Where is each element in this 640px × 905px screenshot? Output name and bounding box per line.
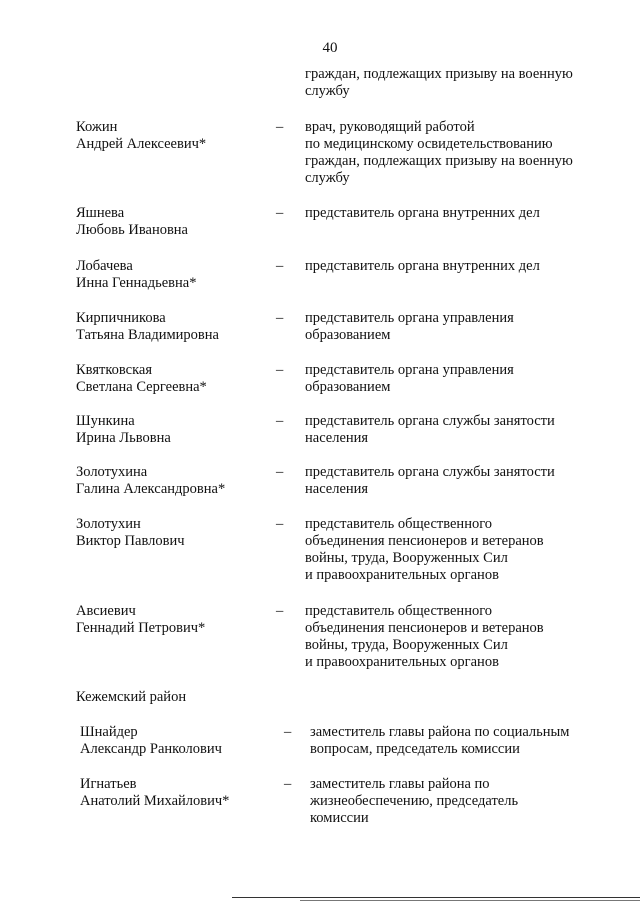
member-role xyxy=(305,258,605,275)
continuation-text xyxy=(305,66,605,100)
member-given-names: Александр Ранколович xyxy=(80,741,222,757)
role-line: населения xyxy=(305,481,369,497)
role-line: заместитель главы района по социальным xyxy=(310,724,570,740)
member-role xyxy=(305,362,605,396)
role-line: представитель органа управления xyxy=(305,310,514,326)
dash-separator: – xyxy=(276,310,284,326)
member-surname: Кожин xyxy=(76,119,118,135)
dash-separator: – xyxy=(284,724,292,740)
role-line: и правоохранительных органов xyxy=(305,567,499,583)
dash-separator: – xyxy=(276,258,284,274)
dash-separator: – xyxy=(276,119,284,135)
role-line: врач, руководящий работой xyxy=(305,119,475,135)
role-line: представитель органа внутренних дел xyxy=(305,258,540,274)
dash-separator: – xyxy=(284,776,292,792)
scan-edge-line xyxy=(300,900,640,901)
role-line: представитель органа внутренних дел xyxy=(305,205,540,221)
member-role xyxy=(305,516,605,584)
role-line: вопросам, председатель комиссии xyxy=(310,741,520,757)
member-role xyxy=(305,205,605,222)
role-line: и правоохранительных органов xyxy=(305,654,499,670)
role-line: представитель общественного xyxy=(305,516,493,532)
role-line: представитель общественного xyxy=(305,603,493,619)
member-surname: Лобачева xyxy=(76,258,133,274)
role-line: граждан, подлежащих призыву на военную xyxy=(305,153,573,169)
member-surname: Шункина xyxy=(76,413,135,429)
member-name xyxy=(80,724,280,758)
member-surname: Игнатьев xyxy=(80,776,137,792)
dash-separator: – xyxy=(276,464,284,480)
member-name xyxy=(76,362,276,396)
member-role xyxy=(305,464,605,498)
member-given-names: Андрей Алексеевич* xyxy=(76,136,207,152)
member-name xyxy=(76,413,276,447)
member-name xyxy=(76,516,276,550)
member-surname: Авсиевич xyxy=(76,603,136,619)
dash-separator: – xyxy=(276,413,284,429)
member-role xyxy=(310,776,610,827)
member-name xyxy=(76,464,276,498)
member-name xyxy=(76,258,276,292)
member-given-names: Виктор Павлович xyxy=(76,533,185,549)
member-given-names: Светлана Сергеевна* xyxy=(76,379,207,395)
member-given-names: Любовь Ивановна xyxy=(76,222,188,238)
role-line: службу xyxy=(305,170,350,186)
continuation-line: граждан, подлежащих призыву на военную xyxy=(305,66,573,82)
member-role xyxy=(310,724,610,758)
member-surname: Квятковская xyxy=(76,362,153,378)
member-surname: Золотухина xyxy=(76,464,148,480)
member-role xyxy=(305,310,605,344)
member-given-names: Геннадий Петрович* xyxy=(76,620,206,636)
dash-separator: – xyxy=(276,516,284,532)
role-line: представитель органа службы занятости xyxy=(305,413,555,429)
member-given-names: Инна Геннадьевна* xyxy=(76,275,197,291)
continuation-line: службу xyxy=(305,83,350,99)
member-role xyxy=(305,413,605,447)
member-name xyxy=(80,776,280,810)
member-name xyxy=(76,205,276,239)
role-line: представитель органа управления xyxy=(305,362,514,378)
role-line: образованием xyxy=(305,327,391,343)
dash-separator: – xyxy=(276,603,284,619)
member-surname: Шнайдер xyxy=(80,724,138,740)
section-heading: Кежемский район xyxy=(76,689,187,705)
member-surname: Кирпичникова xyxy=(76,310,166,326)
member-role xyxy=(305,603,605,671)
dash-separator: – xyxy=(276,205,284,221)
role-line: войны, труда, Вооруженных Сил xyxy=(305,550,508,566)
member-role xyxy=(305,119,605,187)
page-number: 40 xyxy=(322,40,338,56)
role-line: по медицинскому освидетельствованию xyxy=(305,136,553,152)
member-given-names: Галина Александровна* xyxy=(76,481,226,497)
member-given-names: Анатолий Михайлович* xyxy=(80,793,230,809)
dash-separator: – xyxy=(276,362,284,378)
member-given-names: Ирина Львовна xyxy=(76,430,171,446)
role-line: населения xyxy=(305,430,369,446)
member-given-names: Татьяна Владимировна xyxy=(76,327,219,343)
role-line: войны, труда, Вооруженных Сил xyxy=(305,637,508,653)
role-line: представитель органа службы занятости xyxy=(305,464,555,480)
role-line: объединения пенсионеров и ветеранов xyxy=(305,533,544,549)
member-name xyxy=(76,119,276,153)
role-line: заместитель главы района по xyxy=(310,776,490,792)
scan-edge-line xyxy=(232,897,640,898)
member-surname: Яшнева xyxy=(76,205,125,221)
member-name xyxy=(76,310,276,344)
role-line: объединения пенсионеров и ветеранов xyxy=(305,620,544,636)
role-line: комиссии xyxy=(310,810,369,826)
member-surname: Золотухин xyxy=(76,516,141,532)
role-line: образованием xyxy=(305,379,391,395)
role-line: жизнеобеспечению, председатель xyxy=(310,793,519,809)
member-name xyxy=(76,603,276,637)
